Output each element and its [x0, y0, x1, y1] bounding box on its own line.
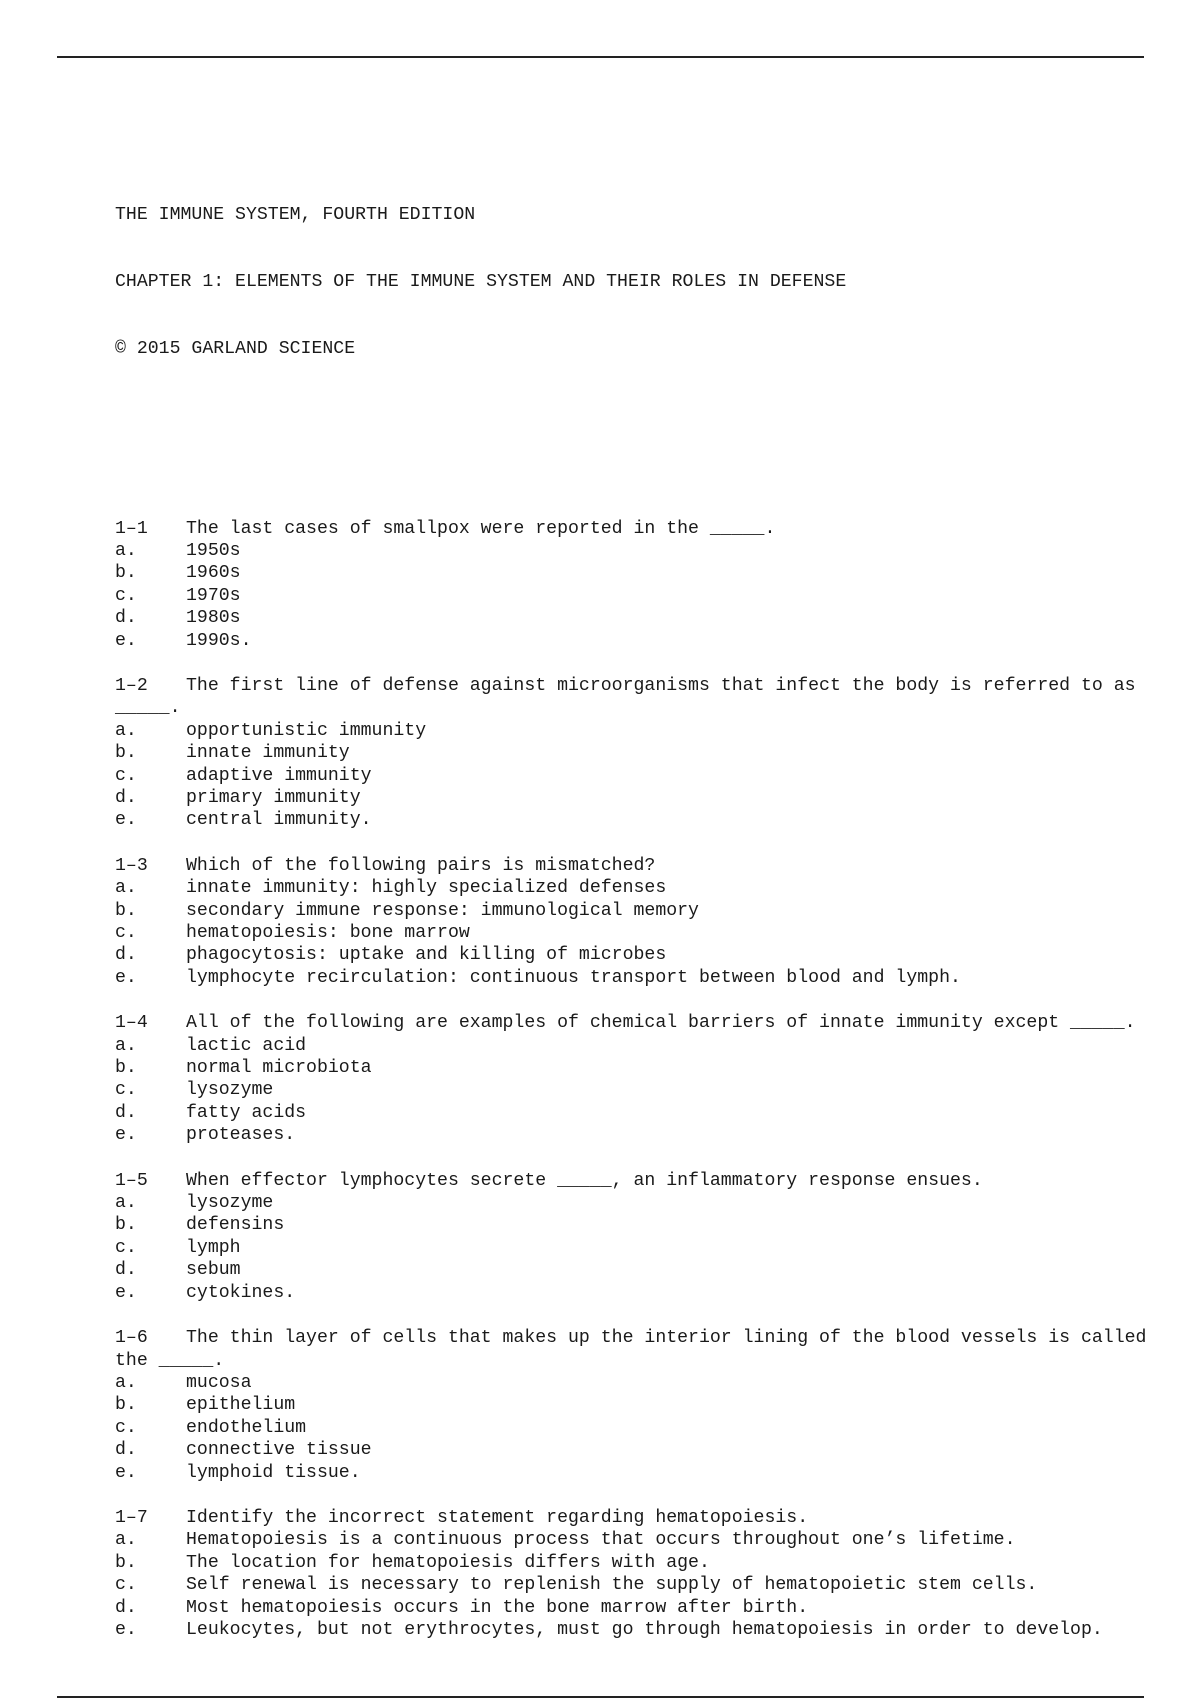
question-item: [115, 1012, 1155, 1146]
option-letter: e.: [115, 1619, 137, 1640]
question-item: [115, 518, 1155, 652]
answer-option: [115, 1462, 1155, 1484]
option-text: endothelium: [186, 1417, 307, 1438]
option-text: hematopoiesis: bone marrow: [186, 923, 470, 943]
answer-option: [115, 1439, 1155, 1461]
option-letter: c.: [115, 1575, 137, 1596]
option-text: 1990s.: [186, 630, 252, 651]
question-stem: [115, 855, 1155, 877]
option-text: fatty acids: [186, 1102, 307, 1123]
question-stem: [115, 1327, 1158, 1372]
answer-option: [115, 1079, 1155, 1101]
question-item: [115, 1507, 1155, 1641]
question-stem: [115, 1507, 1155, 1529]
question-number: 1–4: [115, 1013, 148, 1034]
option-text: phagocytosis: uptake and killing of microbes: [186, 945, 667, 966]
option-text: lymphocyte recirculation: continuous transport between blood and lymph.: [186, 967, 961, 988]
option-text: lymphoid tissue.: [186, 1462, 361, 1483]
option-text: mucosa: [186, 1372, 252, 1393]
question-number: 1–6: [115, 1328, 148, 1349]
option-text: epithelium: [186, 1395, 296, 1416]
option-text: 1970s: [186, 585, 241, 606]
question-number: 1–7: [115, 1507, 148, 1528]
answer-option: [115, 1282, 1155, 1304]
answer-option: [115, 922, 1155, 944]
option-letter: e.: [115, 1282, 137, 1303]
answer-option: [115, 809, 1155, 831]
option-letter: e.: [115, 630, 137, 651]
answer-option: [115, 1597, 1155, 1619]
answer-option: [115, 877, 1155, 899]
option-text: central immunity.: [186, 810, 372, 831]
option-text: Self renewal is necessary to replenish the supply of hematopoietic stem cells.: [186, 1575, 1038, 1596]
question-stem: [115, 675, 1155, 720]
option-letter: e.: [115, 810, 137, 831]
option-letter: b.: [115, 1058, 137, 1079]
question-list: [115, 518, 1158, 1642]
answer-option: [115, 1529, 1155, 1551]
chapter-title: CHAPTER 1: ELEMENTS OF THE IMMUNE SYSTEM AND THEIR ROLES IN DEFENSE: [115, 271, 847, 292]
option-text: innate immunity: [186, 743, 350, 764]
option-text: adaptive immunity: [186, 765, 372, 786]
option-letter: d.: [115, 1597, 137, 1618]
option-letter: a.: [115, 1372, 137, 1393]
question-stem: [115, 1012, 1155, 1034]
answer-option: [115, 720, 1155, 742]
bottom-rule: [57, 1696, 1144, 1698]
option-letter: a.: [115, 1193, 137, 1214]
option-letter: d.: [115, 787, 137, 808]
answer-option: [115, 967, 1155, 989]
copyright-line: © 2015 GARLAND SCIENCE: [115, 339, 356, 360]
answer-option: [115, 540, 1155, 562]
question-number: 1–1: [115, 518, 148, 539]
answer-option: [115, 787, 1155, 809]
question-stem: [115, 1170, 1155, 1192]
answer-option: [115, 1102, 1155, 1124]
answer-option: [115, 900, 1155, 922]
option-text: cytokines.: [186, 1282, 296, 1303]
answer-option: [115, 585, 1155, 607]
answer-option: [115, 1394, 1155, 1416]
top-rule: [57, 56, 1144, 58]
answer-option: [115, 1214, 1155, 1236]
option-letter: b.: [115, 563, 137, 584]
option-letter: c.: [115, 1080, 137, 1101]
question-number: 1–3: [115, 855, 148, 876]
question-item: [115, 1327, 1158, 1484]
option-letter: e.: [115, 967, 137, 988]
question-text: The first line of defense against microorganisms that infect the body is referred to as _____.: [115, 675, 1147, 719]
option-text: normal microbiota: [186, 1058, 372, 1079]
answer-option: [115, 1417, 1155, 1439]
option-text: defensins: [186, 1215, 285, 1236]
option-text: secondary immune response: immunological memory: [186, 900, 699, 921]
answer-option: [115, 562, 1155, 584]
question-number: 1–2: [115, 675, 148, 696]
document-header: [115, 159, 1155, 405]
option-letter: d.: [115, 1260, 137, 1281]
option-letter: c.: [115, 1417, 137, 1438]
question-text: The last cases of smallpox were reported in the _____.: [186, 518, 776, 539]
answer-option: [115, 1192, 1155, 1214]
option-text: primary immunity: [186, 787, 361, 808]
question-stem: [115, 518, 1155, 540]
option-letter: a.: [115, 540, 137, 561]
question-number: 1–5: [115, 1170, 148, 1191]
answer-option: [115, 1552, 1155, 1574]
option-text: lactic acid: [186, 1035, 307, 1056]
answer-option: [115, 1124, 1155, 1146]
answer-option: [115, 1035, 1155, 1057]
option-letter: e.: [115, 1125, 137, 1146]
option-letter: a.: [115, 720, 137, 741]
answer-option: [115, 1372, 1155, 1394]
question-item: [115, 675, 1155, 832]
option-text: connective tissue: [186, 1440, 372, 1461]
option-text: innate immunity: highly specialized defenses: [186, 878, 667, 899]
answer-option: [115, 1574, 1155, 1596]
option-letter: a.: [115, 1530, 137, 1551]
option-text: lymph: [186, 1237, 241, 1258]
option-letter: c.: [115, 923, 137, 943]
option-text: lysozyme: [186, 1080, 274, 1101]
book-title: THE IMMUNE SYSTEM, FOURTH EDITION: [115, 204, 476, 225]
answer-option: [115, 742, 1155, 764]
option-letter: d.: [115, 945, 137, 966]
option-letter: a.: [115, 878, 137, 899]
option-letter: e.: [115, 1462, 137, 1483]
question-text: Identify the incorrect statement regarding hematopoiesis.: [186, 1507, 809, 1528]
option-text: Most hematopoiesis occurs in the bone marrow after birth.: [186, 1597, 809, 1618]
question-item: [115, 855, 1155, 989]
option-text: opportunistic immunity: [186, 720, 427, 741]
document-body: [115, 114, 1158, 1687]
option-text: 1980s: [186, 608, 241, 629]
option-text: sebum: [186, 1260, 241, 1281]
option-text: lysozyme: [186, 1193, 274, 1214]
option-text: 1960s: [186, 563, 241, 584]
question-text: Which of the following pairs is mismatched?: [186, 855, 656, 876]
question-text: All of the following are examples of chemical barriers of innate immunity except _____.: [186, 1013, 1136, 1034]
option-letter: c.: [115, 765, 137, 786]
option-letter: c.: [115, 1237, 137, 1258]
option-text: The location for hematopoiesis differs with age.: [186, 1552, 710, 1573]
question-text: The thin layer of cells that makes up the interior lining of the blood vessels is called the _____.: [115, 1328, 1158, 1371]
option-letter: b.: [115, 900, 137, 921]
answer-option: [115, 607, 1155, 629]
option-text: 1950s: [186, 540, 241, 561]
option-text: Hematopoiesis is a continuous process that occurs throughout one’s lifetime.: [186, 1530, 1016, 1551]
option-letter: a.: [115, 1035, 137, 1056]
option-letter: b.: [115, 1215, 137, 1236]
option-letter: b.: [115, 743, 137, 764]
option-letter: b.: [115, 1395, 137, 1416]
answer-option: [115, 1057, 1155, 1079]
question-item: [115, 1170, 1155, 1304]
answer-option: [115, 1237, 1155, 1259]
answer-option: [115, 630, 1155, 652]
option-letter: d.: [115, 1440, 137, 1461]
option-letter: d.: [115, 608, 137, 629]
option-text: proteases.: [186, 1125, 296, 1146]
option-text: Leukocytes, but not erythrocytes, must go through hematopoiesis in order to develop.: [186, 1619, 1103, 1640]
option-letter: d.: [115, 1102, 137, 1123]
option-letter: c.: [115, 585, 137, 606]
question-text: When effector lymphocytes secrete _____, an inflammatory response ensues.: [186, 1170, 983, 1191]
option-letter: b.: [115, 1552, 137, 1573]
answer-option: [115, 944, 1155, 966]
answer-option: [115, 765, 1155, 787]
answer-option: [115, 1259, 1155, 1281]
answer-option: [115, 1619, 1155, 1641]
